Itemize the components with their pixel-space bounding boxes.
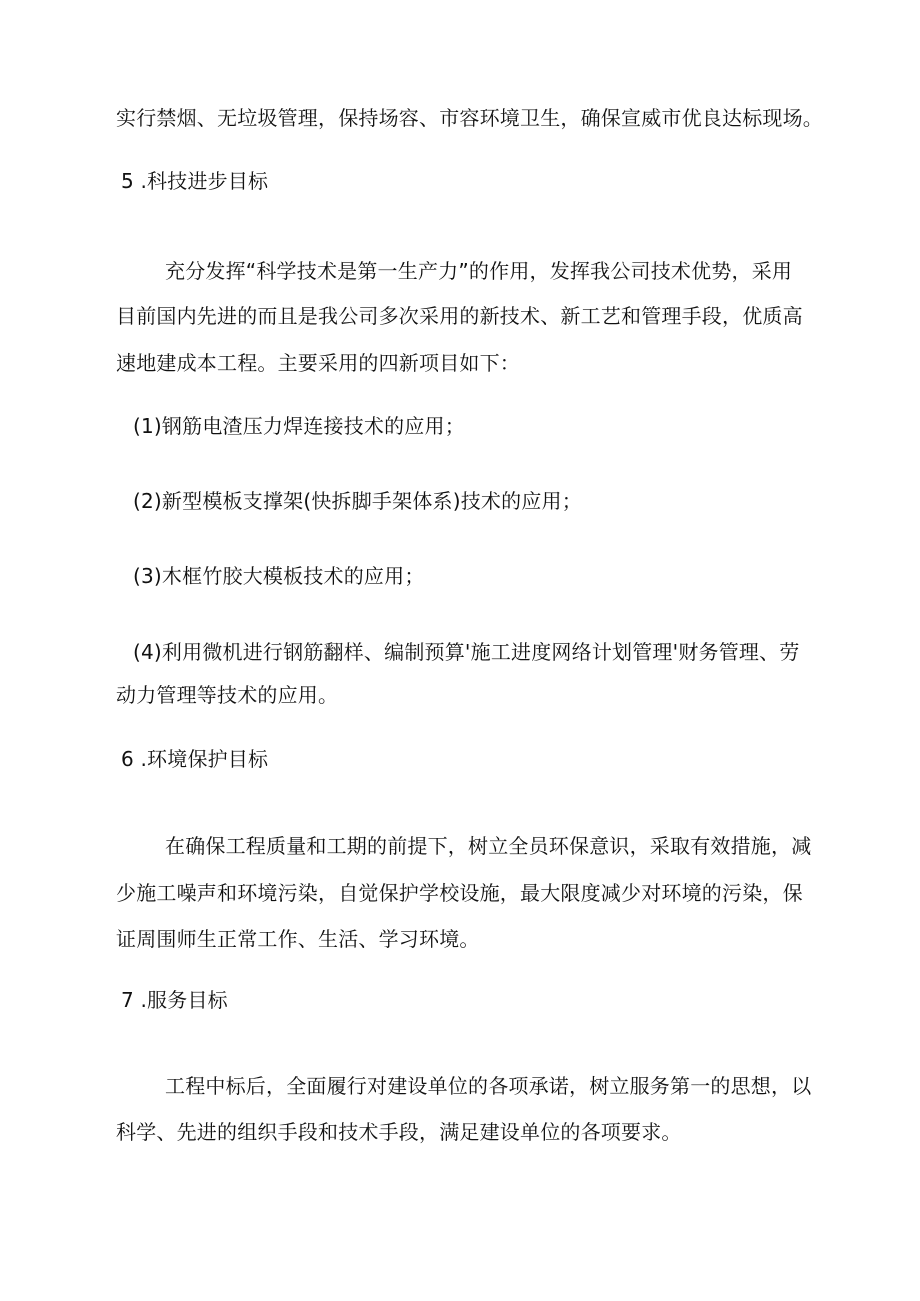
section-heading-environment: 6 .环境保护目标 bbox=[121, 747, 269, 771]
paragraph-line-tech-2: 目前国内先进的而且是我公司多次采用的新技术、新工艺和管理手段，优质高 bbox=[116, 304, 803, 328]
paragraph-line-env-3: 证周围师生正常工作、生活、学习环境。 bbox=[116, 927, 480, 951]
paragraph-line-hygiene: 实行禁烟、无垃圾管理，保持场容、市容环境卫生，确保宣威市优良达标现场。 bbox=[116, 106, 823, 130]
list-item-3: (3)木框竹胶大模板技术的应用； bbox=[133, 564, 425, 588]
paragraph-line-env-1: 在确保工程质量和工期的前提下，树立全员环保意识，采取有效措施，减 bbox=[165, 834, 812, 858]
list-item-1: (1)钢筋电渣压力焊连接技术的应用； bbox=[133, 414, 465, 438]
paragraph-line-tech-3: 速地建成本工程。主要采用的四新项目如下： bbox=[116, 351, 520, 375]
list-item-2: (2)新型模板支撑架(快拆脚手架体系)技术的应用； bbox=[133, 489, 582, 513]
paragraph-line-env-2: 少施工噪声和环境污染，自觉保护学校设施，最大限度减少对环境的污染，保 bbox=[116, 881, 803, 905]
paragraph-line-tech-1: 充分发挥“科学技术是第一生产力”的作用，发挥我公司技术优势，采用 bbox=[165, 259, 793, 283]
section-heading-tech-progress: 5 .科技进步目标 bbox=[121, 169, 269, 193]
section-heading-service: 7 .服务目标 bbox=[121, 988, 228, 1012]
list-item-4-line-2: 动力管理等技术的应用。 bbox=[116, 683, 339, 707]
paragraph-line-service-2: 科学、先进的组织手段和技术手段，满足建设单位的各项要求。 bbox=[116, 1120, 682, 1144]
list-item-4-line-1: (4)利用微机进行钢筋翻样、编制预算'施工进度网络计划管理'财务管理、劳 bbox=[133, 640, 800, 664]
paragraph-line-service-1: 工程中标后，全面履行对建设单位的各项承诺，树立服务第一的思想，以 bbox=[165, 1074, 812, 1098]
